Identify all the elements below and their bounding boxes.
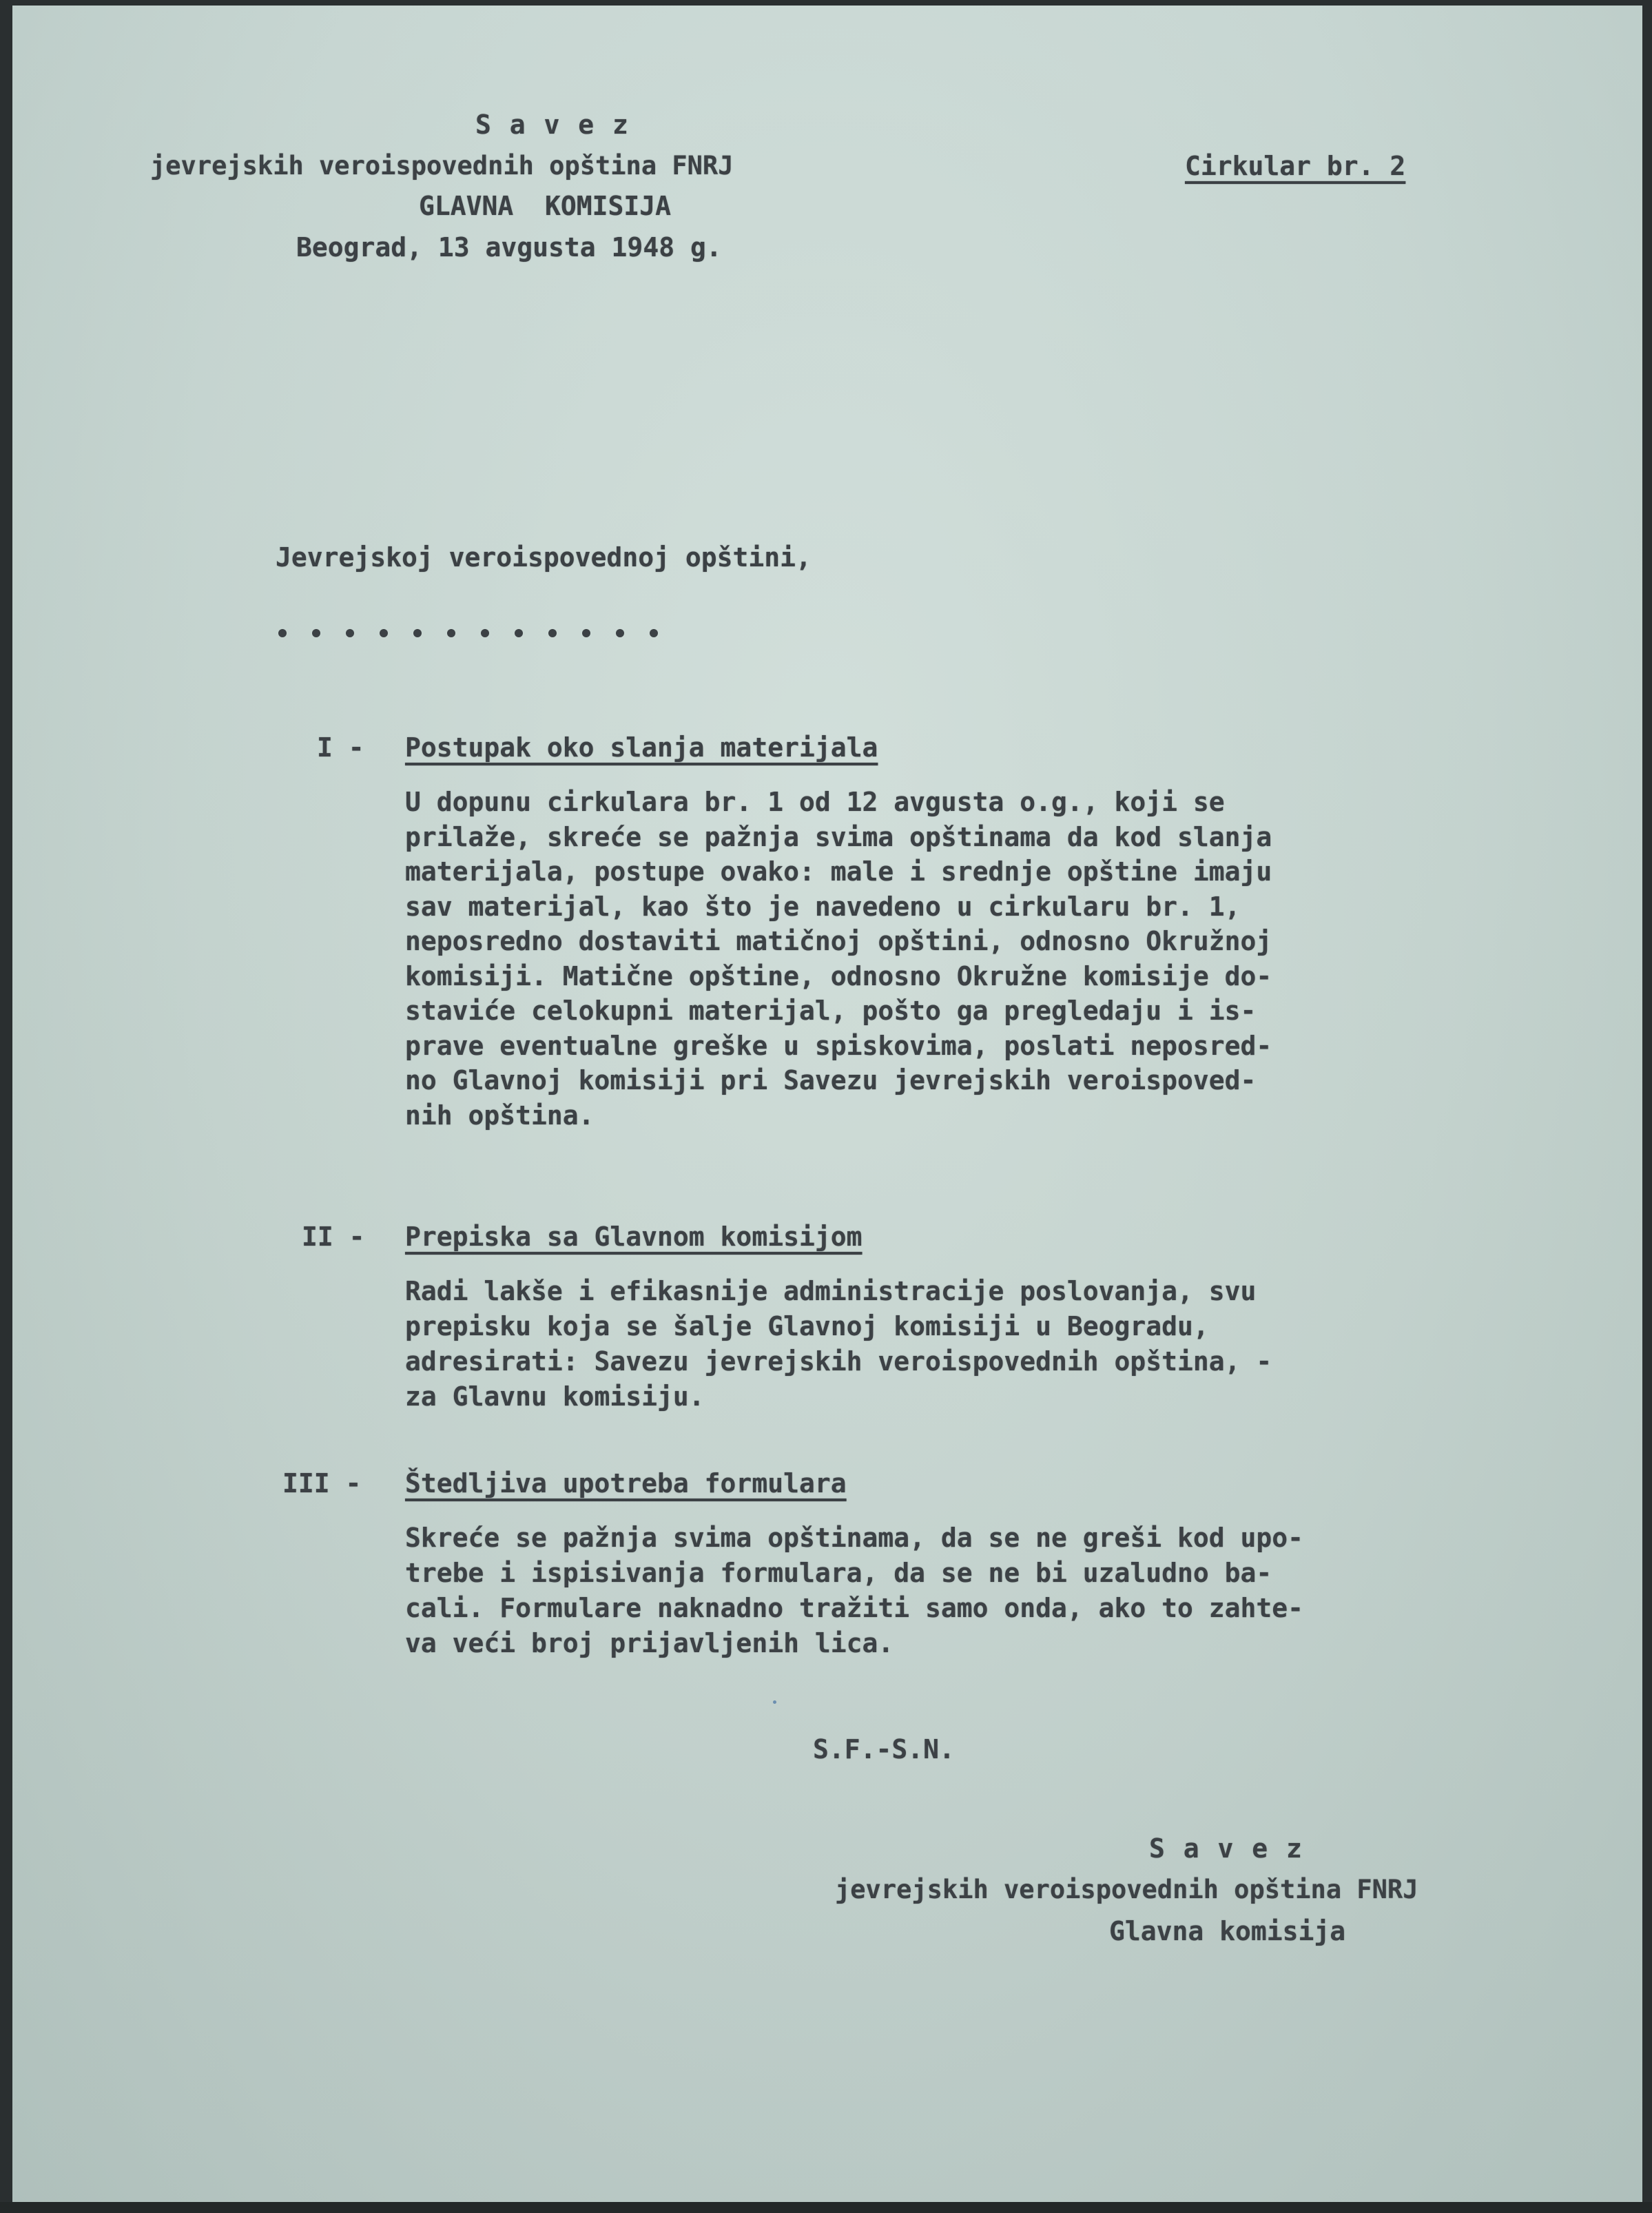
section-1-line: U dopunu cirkulara br. 1 od 12 avgusta o.g., koji se bbox=[405, 787, 1225, 817]
placeholder-dot bbox=[481, 629, 489, 637]
scan-edge-bottom bbox=[0, 2202, 1652, 2213]
placeholder-dot bbox=[346, 629, 354, 637]
signature-line-3: Glavna komisija bbox=[1109, 1916, 1346, 1946]
section-3-line: Skreće se pažnja svima opštinama, da se ne greši kod upo- bbox=[405, 1523, 1304, 1553]
section-1-line: no Glavnoj komisiji pri Savezu jevrejskih veroispoved- bbox=[405, 1065, 1257, 1095]
section-1-line: materijala, postupe ovako: male i srednje opštine imaju bbox=[405, 856, 1272, 887]
section-2-line: za Glavnu komisiju. bbox=[405, 1381, 705, 1412]
placeholder-dot bbox=[650, 629, 658, 637]
section-heading-2: Prepiska sa Glavnom komisijom bbox=[405, 1222, 863, 1252]
section-3-line: cali. Formulare naknadno tražiti samo onda, ako to zahte- bbox=[405, 1593, 1304, 1623]
scan-edge-left bbox=[0, 0, 12, 2213]
placeholder-dot bbox=[312, 629, 320, 637]
initials: S.F.-S.N. bbox=[813, 1734, 955, 1764]
circular-reference: Cirkular br. 2 bbox=[1185, 151, 1406, 181]
placeholder-dot bbox=[380, 629, 388, 637]
section-2-line: Radi lakše i efikasnije administracije poslovanja, svu bbox=[405, 1276, 1257, 1306]
section-1-line: nih opština. bbox=[405, 1100, 595, 1131]
signature-line-2: jevrejskih veroispovednih opština FNRJ bbox=[835, 1875, 1418, 1904]
section-1-line: neposredno dostaviti matičnoj opštini, odnosno Okružnoj bbox=[405, 926, 1272, 956]
section-2-line: adresirati: Savezu jevrejskih veroispovednih opština, - bbox=[405, 1346, 1272, 1377]
placeholder-dot bbox=[582, 629, 590, 637]
date-line: Beograd, 13 avgusta 1948 g. bbox=[296, 232, 722, 263]
scan-speck bbox=[773, 1700, 776, 1704]
placeholder-dot bbox=[278, 629, 287, 637]
section-numeral-3: III - bbox=[282, 1468, 362, 1499]
signature-line-1: S a v e z bbox=[1149, 1833, 1303, 1864]
addressee-line: Jevrejskoj veroispovednoj opštini, bbox=[276, 542, 812, 573]
section-1-line: komisiji. Matične opštine, odnosno Okružne komisije do- bbox=[405, 960, 1272, 991]
org-name-line-2: jevrejskih veroispovednih opština FNRJ bbox=[150, 151, 734, 181]
section-3-line: va veći broj prijavljenih lica. bbox=[405, 1628, 894, 1658]
placeholder-dot bbox=[548, 629, 557, 637]
section-1-line: sav materijal, kao što je navedeno u cirkularu br. 1, bbox=[405, 891, 1241, 922]
scan-edge-top bbox=[0, 0, 1652, 6]
section-1-line: staviće celokupni materijal, pošto ga pregledaju i is- bbox=[405, 996, 1257, 1026]
placeholder-dot bbox=[413, 629, 422, 637]
section-heading-1: Postupak oko slanja materijala bbox=[405, 732, 878, 763]
section-2-line: prepisku koja se šalje Glavnoj komisiji u Beogradu, bbox=[405, 1311, 1209, 1341]
section-heading-3: Štedljiva upotreba formulara bbox=[405, 1468, 847, 1499]
addressee-placeholder-dots bbox=[278, 615, 683, 641]
section-numeral-1: I - bbox=[317, 732, 364, 763]
section-1-line: prilaže, skreće se pažnja svima opštinama da kod slanja bbox=[405, 821, 1272, 852]
placeholder-dot bbox=[447, 629, 455, 637]
org-name-line-1: S a v e z bbox=[475, 110, 630, 140]
org-name-line-3: GLAVNA KOMISIJA bbox=[419, 191, 672, 221]
section-numeral-2: II - bbox=[302, 1222, 365, 1252]
placeholder-dot bbox=[515, 629, 523, 637]
placeholder-dot bbox=[616, 629, 624, 637]
section-1-line: prave eventualne greške u spiskovima, poslati neposred- bbox=[405, 1030, 1272, 1061]
section-3-line: trebe i ispisivanja formulara, da se ne bi uzaludno ba- bbox=[405, 1558, 1272, 1588]
scan-edge-right bbox=[1642, 0, 1652, 2213]
